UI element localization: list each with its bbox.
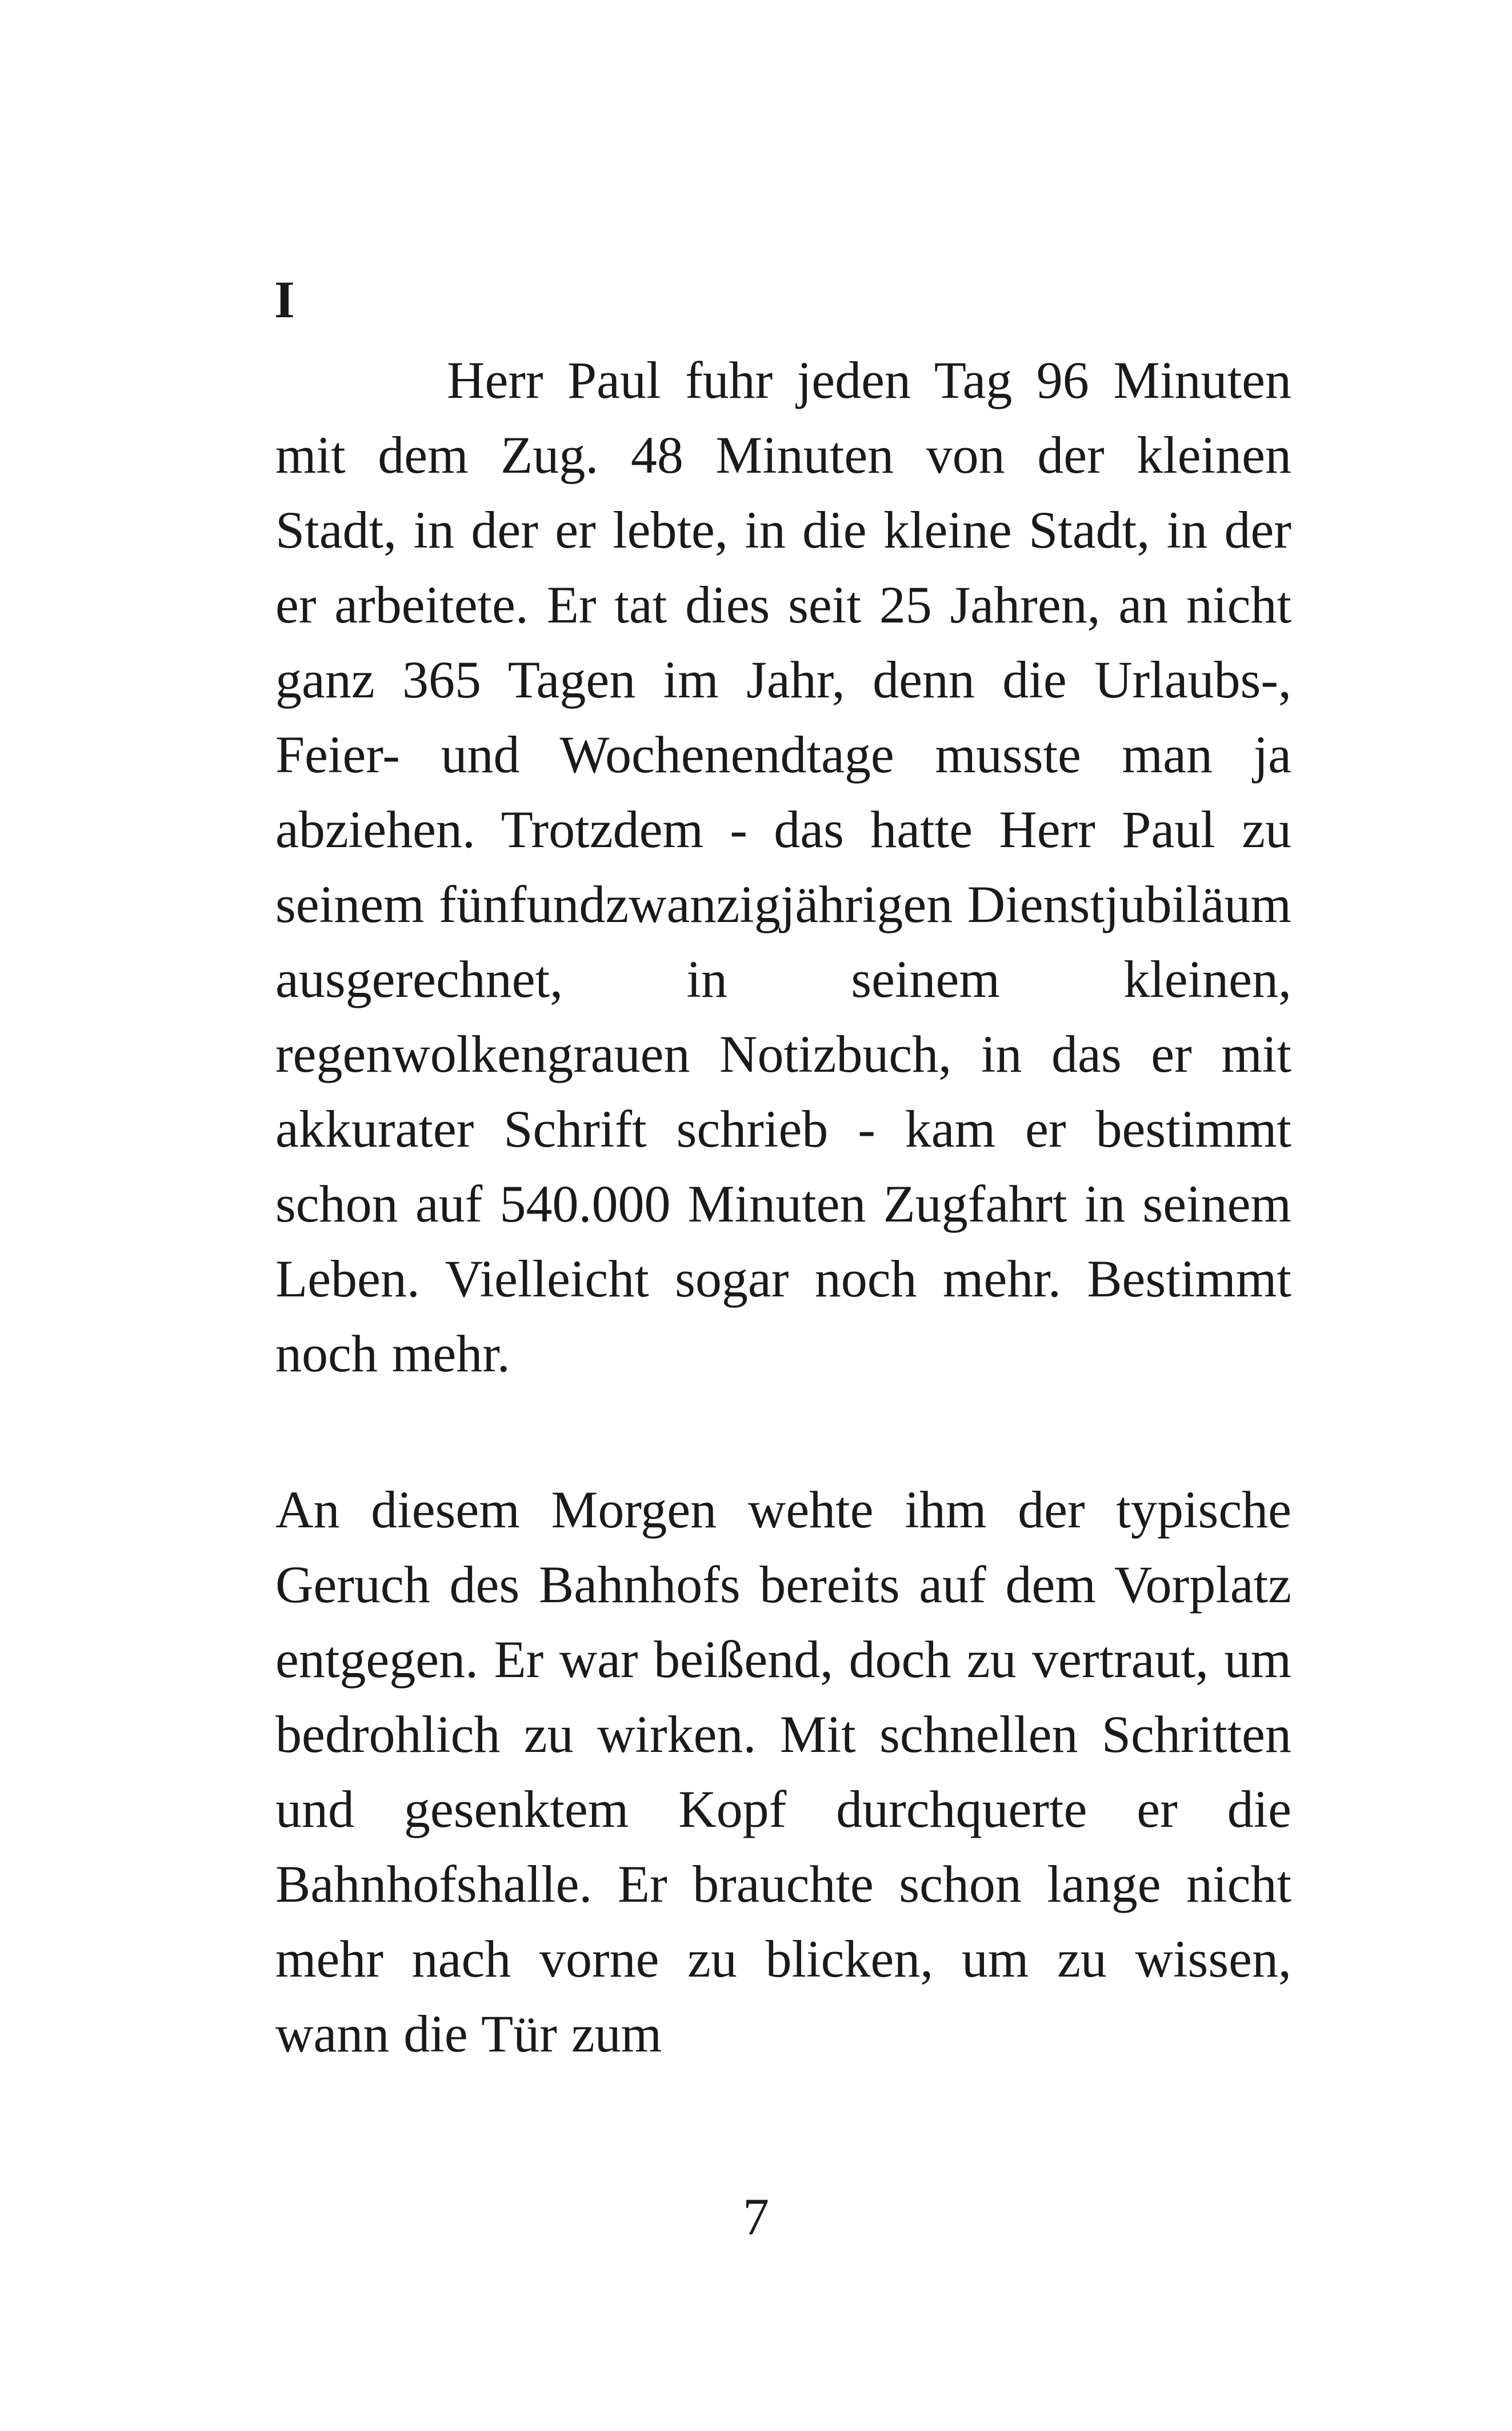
chapter-heading: I — [274, 270, 295, 329]
paragraph-1: Herr Paul fuhr jeden Tag 96 Minuten mit dem Zug. 48 Minuten von der kleinen Stadt, in der er lebte, in die kleine Stadt, in der er arbeitete. Er tat dies seit 25 Jahren, an nicht ganz 365 Tagen im Jahr, denn die Urlaubs-, Feier- und Wochenendtage musste man ja abziehen. Trotzdem - das hatte Herr Paul zu seinem fünfundzwanzigjährigen Dienstjubiläum ausgerechnet, in seinem kleinen, regenwolkengrauen Notizbuch, in das er mit akkurater Schrift schrieb - kam er bestimmt schon auf 540.000 Minuten Zugfahrt in seinem Leben. Vielleicht sogar noch mehr. Bestimmt noch mehr. — [275, 351, 1291, 1383]
page-number: 7 — [743, 2187, 769, 2246]
paragraph-2: An diesem Morgen wehte ihm der typische Geruch des Bahnhofs bereits auf dem Vorplatz entgegen. Er war beißend, doch zu vertraut, um bedrohlich zu wirken. Mit schnellen Schritten und gesenktem Kopf durchquerte er die Bahnhofshalle. Er brauchte schon lange nicht mehr nach vorne zu blicken, um zu wissen, wann die Tür zum — [275, 1480, 1291, 2063]
